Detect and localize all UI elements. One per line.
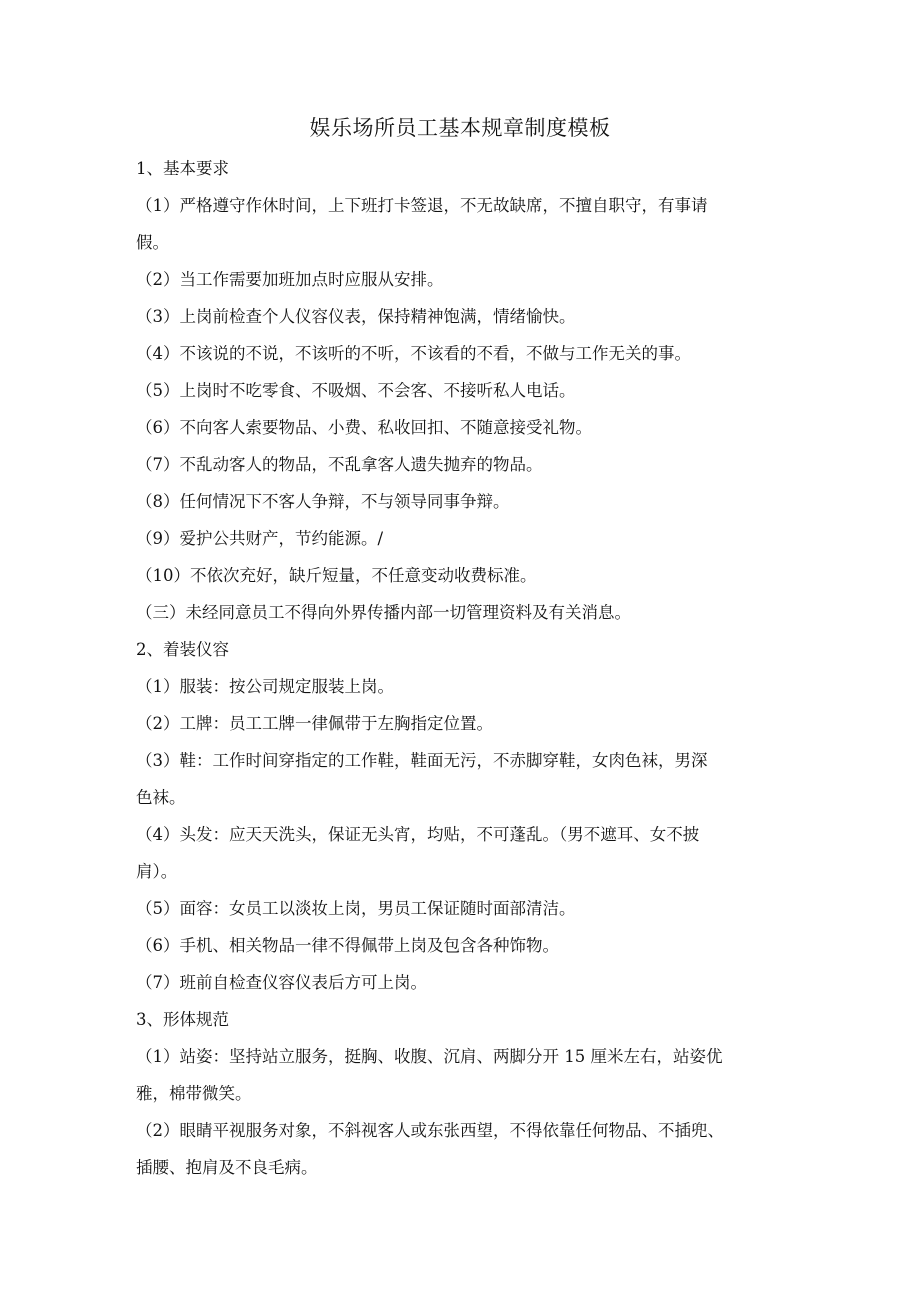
document-title: 娱乐场所员工基本规章制度模板 (309, 116, 611, 140)
paragraph-line: （5）面容：女员工以淡妆上岗，男员工保证随时面部清洁。 (136, 899, 576, 918)
paragraph-line: （4）不该说的不说，不该听的不听，不该看的不看，不做与工作无关的事。 (136, 344, 691, 363)
paragraph-line: （10）不依次充好，缺斤短量，不任意变动收费标准。 (136, 566, 537, 585)
paragraph-line: （1）严格遵守作休时间，上下班打卡签退，不无故缺席，不擅自职守，有事请 (136, 196, 708, 215)
paragraph-line: 假。 (136, 233, 169, 252)
section-heading-basic-requirements: 1、基本要求 (136, 159, 229, 178)
paragraph-line: （6）不向客人索要物品、小费、私收回扣、不随意接受礼物。 (136, 418, 592, 437)
paragraph-line: （三）未经同意员工不得向外界传播内部一切管理资料及有关消息。 (136, 603, 631, 622)
paragraph-line: （1）站姿：坚持站立服务，挺胸、收腹、沉肩、两脚分开 15 厘米左右，站姿优 (136, 1047, 723, 1066)
paragraph-line: （2）工牌：员工工牌一律佩带于左胸指定位置。 (136, 714, 493, 733)
section-heading-dress-appearance: 2、着装仪容 (136, 640, 229, 659)
document-body (136, 150, 792, 1186)
paragraph-line: （6）手机、相关物品一律不得佩带上岗及包含各种饰物。 (136, 936, 559, 955)
paragraph-line: （2）当工作需要加班加点时应服从安排。 (136, 270, 444, 289)
paragraph-line: （9）爱护公共财产，节约能源。/ (136, 529, 384, 548)
paragraph-line: （3）上岗前检查个人仪容仪表，保持精神饱满，情绪愉快。 (136, 307, 576, 326)
section-heading-posture-standards: 3、形体规范 (136, 1010, 229, 1029)
paragraph-line: （3）鞋：工作时间穿指定的工作鞋，鞋面无污，不赤脚穿鞋，女肉色袜，男深 (136, 751, 708, 770)
paragraph-line: （4）头发：应天天洗头，保证无头宵，均贴，不可蓬乱。（男不遮耳、女不披 (136, 825, 700, 844)
paragraph-line: （7）不乱动客人的物品，不乱拿客人遗失抛弃的物品。 (136, 455, 543, 474)
paragraph-line: （5）上岗时不吃零食、不吸烟、不会客、不接听私人电话。 (136, 381, 576, 400)
paragraph-line: （7）班前自检查仪容仪表后方可上岗。 (136, 973, 427, 992)
paragraph-line: （1）服装：按公司规定服装上岗。 (136, 677, 394, 696)
paragraph-line: （2）眼睛平视服务对象，不斜视客人或东张西望，不得依靠任何物品、不插兜、 (136, 1121, 724, 1140)
paragraph-line: 雅，棉带微笑。 (136, 1084, 252, 1103)
paragraph-line: 插腰、抱肩及不良毛病。 (136, 1158, 318, 1177)
paragraph-line: （8）任何情况下不客人争辩，不与领导同事争辩。 (136, 492, 510, 511)
paragraph-line: 色袜。 (136, 788, 186, 807)
paragraph-line: 肩）。 (136, 862, 178, 881)
